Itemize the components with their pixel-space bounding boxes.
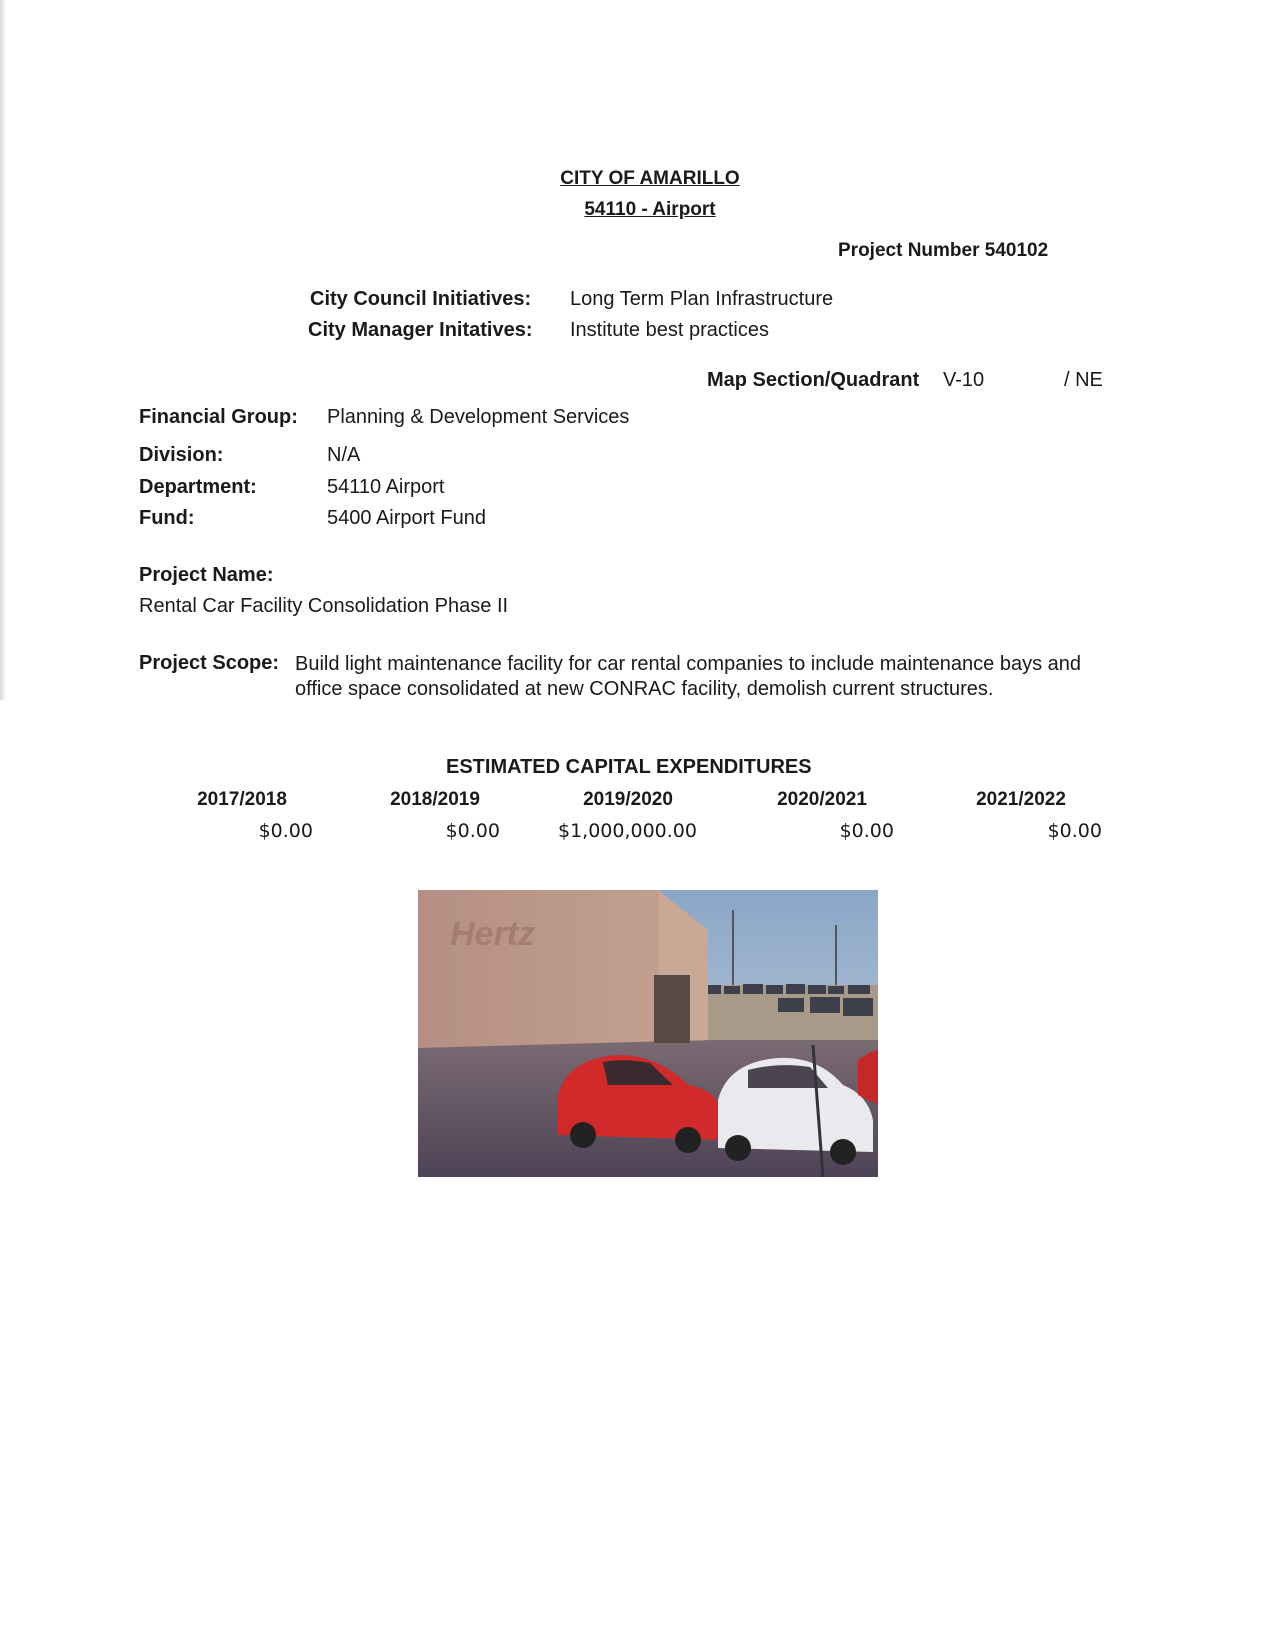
amount-value: $1,000,000.00 bbox=[557, 820, 697, 842]
project-name-label: Project Name: bbox=[139, 564, 274, 586]
map-quadrant-value: / NE bbox=[1064, 369, 1103, 391]
manager-initiatives-label: City Manager Initatives: bbox=[308, 319, 533, 341]
project-number-value: 540102 bbox=[984, 240, 1049, 261]
amount-value: $0.00 bbox=[445, 820, 500, 842]
city-title: CITY OF AMARILLO bbox=[560, 168, 740, 189]
project-number-label: Project Number bbox=[838, 240, 980, 261]
department-title: 54110 - Airport bbox=[584, 199, 716, 220]
hertz-sign: Hertz bbox=[450, 915, 536, 953]
facility-photo bbox=[418, 890, 878, 1177]
department-value: 54110 Airport bbox=[327, 476, 445, 498]
council-initiatives-label: City Council Initiatives: bbox=[310, 288, 532, 310]
year-header: 2018/2019 bbox=[390, 789, 480, 810]
fund-value: 5400 Airport Fund bbox=[327, 507, 486, 529]
scan-edge bbox=[0, 0, 6, 700]
year-header: 2017/2018 bbox=[197, 789, 287, 810]
project-scope-value: Build light maintenance facility for car rental companies to include maintenance bays and office space consolidated at new CONRAC facility, demolish current structures. bbox=[295, 653, 1081, 700]
council-initiatives-value: Long Term Plan Infrastructure bbox=[570, 288, 834, 310]
expenditures-title: ESTIMATED CAPITAL EXPENDITURES bbox=[446, 756, 812, 778]
year-header: 2020/2021 bbox=[777, 789, 867, 810]
amount-value: $0.00 bbox=[1047, 820, 1102, 842]
map-section-label: Map Section/Quadrant bbox=[707, 369, 920, 391]
manager-initiatives-value: Institute best practices bbox=[570, 319, 769, 341]
map-section-value: V-10 bbox=[943, 369, 985, 391]
division-value: N/A bbox=[327, 444, 361, 466]
amount-value: $0.00 bbox=[258, 820, 313, 842]
division-label: Division: bbox=[139, 444, 224, 466]
year-header: 2019/2020 bbox=[583, 789, 673, 810]
year-header: 2021/2022 bbox=[976, 789, 1066, 810]
project-number bbox=[838, 240, 1048, 262]
amount-value: $0.00 bbox=[839, 820, 894, 842]
financial-group-label: Financial Group: bbox=[139, 406, 298, 428]
department-label: Department: bbox=[139, 476, 257, 498]
financial-group-value: Planning & Development Services bbox=[327, 406, 630, 428]
fund-label: Fund: bbox=[139, 507, 195, 529]
project-name-value: Rental Car Facility Consolidation Phase II bbox=[139, 595, 509, 617]
project-scope-label: Project Scope: bbox=[139, 652, 280, 674]
